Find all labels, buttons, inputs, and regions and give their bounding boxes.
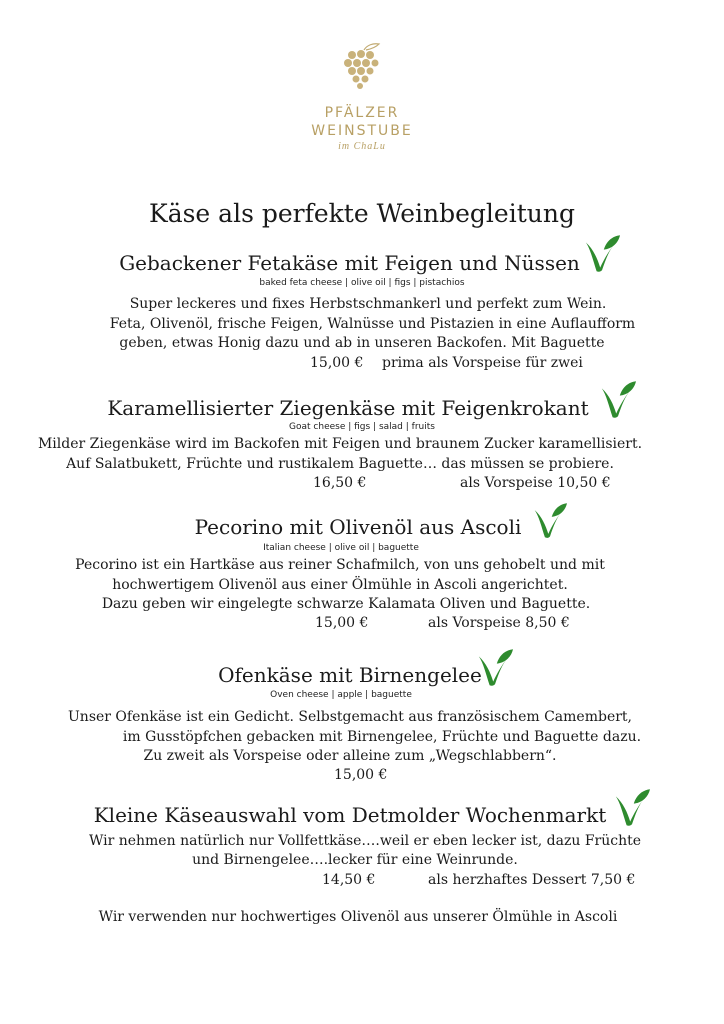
dish-description-line: Zu zweit als Vorspeise oder alleine zum „Wegschlabbern“. <box>143 748 557 764</box>
dish-price-note: als Vorspeise 8,50 € <box>428 615 570 631</box>
grapes-icon <box>340 42 384 90</box>
dish-description-line: im Gusstöpfchen gebacken mit Birnengelee, Früchte und Baguette dazu. <box>122 729 642 745</box>
vegetarian-icon <box>533 503 567 541</box>
brand-name-line2: WEINSTUBE <box>311 123 413 139</box>
vegetarian-icon <box>614 789 650 829</box>
dish-description-line: Auf Salatbukett, Früchte und rustikalem Baguette… das müssen se probiere. <box>66 456 614 472</box>
dish-name: Ofenkäse mit Birnengelee <box>218 663 482 687</box>
dish-name: Gebackener Fetakäse mit Feigen und Nüssen <box>119 251 580 275</box>
dish-price-note: als herzhaftes Dessert 7,50 € <box>428 872 636 888</box>
dish-description-line: Unser Ofenkäse ist ein Gedicht. Selbstgemacht aus französischem Camembert, <box>68 709 632 725</box>
brand-subtitle: im ChaLu <box>338 141 386 152</box>
dish-description-line: Pecorino ist ein Hartkäse aus reiner Schafmilch, von uns gehobelt und mit <box>75 557 605 573</box>
dish-description-line: Feta, Olivenöl, frische Feigen, Walnüsse und Pistazien in eine Auflaufform <box>109 316 636 332</box>
dish-tags: Goat cheese | figs | salad | fruits <box>289 422 435 432</box>
dish-name: Kleine Käseauswahl vom Detmolder Wochenmarkt <box>93 803 607 827</box>
dish-price: 15,00 € <box>334 767 388 783</box>
dish-description-line: und Birnengelee….lecker für eine Weinrunde. <box>192 852 518 868</box>
dish-tags: Italian cheese | olive oil | baguette <box>263 543 419 553</box>
dish-description-line: Milder Ziegenkäse wird im Backofen mit Feigen und braunem Zucker karamellisiert. <box>37 436 643 452</box>
dish-name: Pecorino mit Olivenöl aus Ascoli <box>194 515 522 539</box>
dish-description-line: Dazu geben wir eingelegte schwarze Kalamata Oliven und Baguette. <box>101 596 591 612</box>
vegetarian-icon <box>600 381 636 421</box>
dish-price-note: als Vorspeise 10,50 € <box>460 475 611 491</box>
footer-note: Wir verwenden nur hochwertiges Olivenöl aus unserer Ölmühle in Ascoli <box>98 909 618 925</box>
logo <box>0 42 724 152</box>
dish-price: 16,50 € <box>313 475 367 491</box>
dish-tags: baked feta cheese | olive oil | figs | pistachios <box>259 278 465 288</box>
dish-price: 15,00 € <box>315 615 369 631</box>
vegetarian-icon <box>477 649 513 689</box>
vegetarian-icon <box>584 235 620 275</box>
dish-description-line: Super leckeres und fixes Herbstschmankerl und perfekt zum Wein. <box>129 296 607 312</box>
dish-description-line: geben, etwas Honig dazu und ab in unseren Backofen. Mit Baguette <box>119 335 605 351</box>
brand-name-line1: PFÄLZER <box>324 105 400 121</box>
dish-description-line: hochwertigem Olivenöl aus einer Ölmühle in Ascoli angerichtet. <box>112 577 568 593</box>
dish-tags: Oven cheese | apple | baguette <box>270 690 412 700</box>
dish-price: 14,50 € <box>322 872 376 888</box>
dish-description-line: Wir nehmen natürlich nur Vollfettkäse….weil er eben lecker ist, dazu Früchte <box>88 833 642 849</box>
dish-price-note: prima als Vorspeise für zwei <box>382 355 583 371</box>
page-title: Käse als perfekte Weinbegleitung <box>149 199 575 228</box>
dish-name: Karamellisierter Ziegenkäse mit Feigenkrokant <box>107 396 589 420</box>
dish-price: 15,00 € <box>310 355 364 371</box>
